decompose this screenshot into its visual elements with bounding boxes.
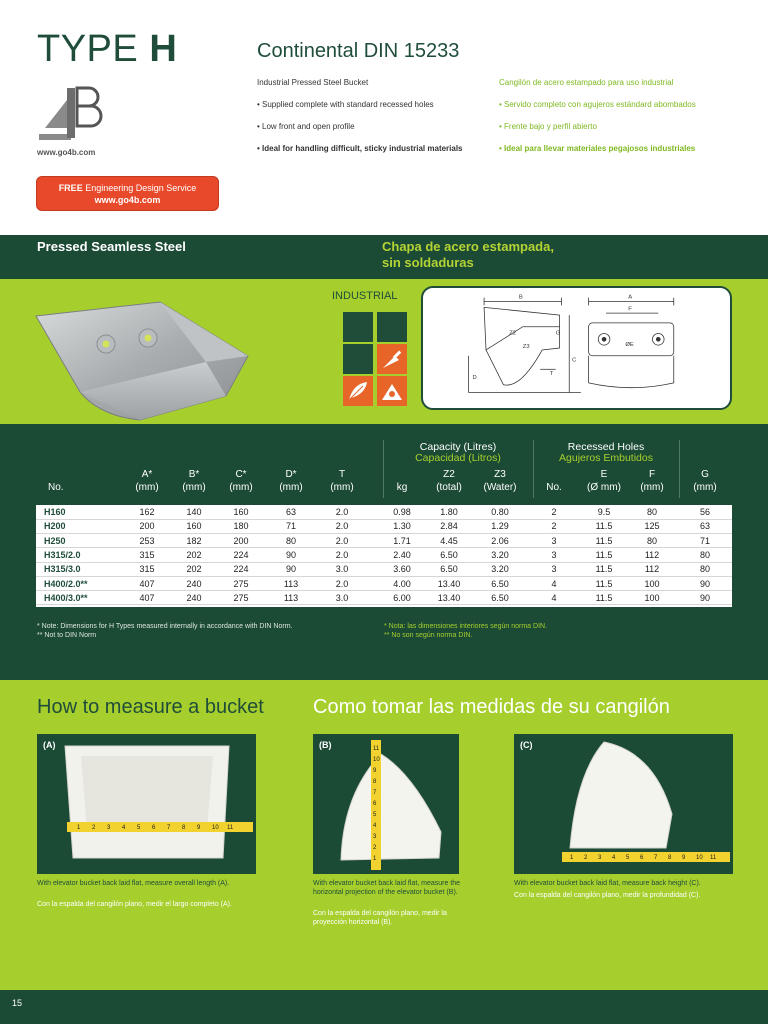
- table-cell: 6.50: [440, 549, 458, 560]
- ruler-number: 10: [212, 825, 219, 831]
- table-cell: 6.00: [393, 592, 411, 603]
- column-header: kg: [396, 482, 408, 493]
- table-cell: 2.0: [335, 578, 349, 589]
- column-header: (mm): [693, 482, 717, 493]
- table-cell: 202: [186, 549, 202, 560]
- table-cell: 113: [283, 592, 299, 603]
- holes-header: Recessed Holes: [567, 441, 645, 453]
- product-title: Continental DIN 15233: [257, 40, 460, 62]
- table-cell: 240: [186, 592, 202, 603]
- column-header-top: G: [701, 469, 709, 480]
- measure-title-es: Como tomar las medidas de su cangilón: [313, 696, 670, 718]
- table-cell: 2.0: [335, 507, 349, 517]
- table-cell: 2: [551, 521, 557, 532]
- column-header-top: E: [600, 469, 608, 480]
- table-cell: 160: [186, 521, 202, 532]
- table-cell: 200: [139, 521, 155, 532]
- table-cell: 240: [186, 578, 202, 589]
- table-cell: 90: [699, 578, 710, 589]
- ruler-number: 2: [373, 845, 377, 851]
- table-cell: 2.84: [440, 521, 458, 532]
- table-cell: 56: [699, 507, 710, 517]
- table-cell: 11.5: [595, 535, 613, 546]
- table-row: [36, 521, 732, 534]
- svg-text:F: F: [628, 306, 632, 313]
- caption-c: With elevator bucket back laid flat, measure back height (C).: [514, 880, 701, 887]
- table-cell: 2.06: [491, 535, 509, 546]
- tile-empty: [343, 312, 373, 342]
- column-header: (mm): [330, 482, 354, 493]
- ruler-number: 4: [373, 823, 377, 829]
- table-cell: 200: [233, 535, 249, 546]
- column-header-top: Z3: [494, 469, 506, 480]
- svg-text:Z2: Z2: [509, 330, 517, 337]
- svg-text:Z3: Z3: [522, 344, 530, 350]
- dimension-diagram: [421, 286, 732, 410]
- table-cell: 100: [644, 578, 660, 589]
- model-name: H315/2.0: [44, 549, 81, 560]
- tile-empty: [343, 344, 373, 374]
- page-number: 15: [12, 998, 23, 1008]
- table-cell: 275: [233, 592, 249, 603]
- tile-empty: [377, 312, 407, 342]
- column-header-top: Z2: [443, 469, 455, 480]
- ruler-number: 1: [373, 856, 377, 862]
- table-cell: 11.5: [595, 564, 613, 575]
- ruler-number: 11: [373, 746, 380, 752]
- panel-label: (C): [520, 740, 533, 750]
- ruler-number: 9: [373, 768, 377, 774]
- model-name: H400/3.0**: [44, 592, 88, 603]
- table-cell: 90: [285, 549, 296, 560]
- table-cell: 315: [139, 564, 155, 575]
- measure-photo-b: [313, 734, 459, 874]
- table-cell: 9.5: [597, 507, 611, 517]
- table-cell: 1.30: [393, 521, 411, 532]
- application-icons: [343, 312, 409, 406]
- table-row: [36, 536, 732, 549]
- table-cell: 80: [646, 535, 657, 546]
- ruler-number: 9: [197, 825, 201, 831]
- ruler-number: 9: [682, 855, 686, 861]
- table-cell: 2.40: [393, 549, 411, 560]
- table-cell: 3.0: [335, 592, 349, 603]
- svg-text:ØE: ØE: [625, 342, 634, 349]
- table-cell: 407: [139, 578, 155, 589]
- table-cell: 3.20: [491, 549, 509, 560]
- application-label: INDUSTRIAL: [332, 290, 398, 302]
- model-name: H160: [44, 507, 66, 517]
- table-cell: 4.45: [440, 535, 458, 546]
- svg-text:B: B: [518, 294, 523, 301]
- column-divider: [533, 440, 534, 498]
- ruler-number: 7: [654, 855, 658, 861]
- caption-a: With elevator bucket back laid flat, measure overall length (A).: [37, 880, 230, 887]
- table-row: [36, 564, 732, 577]
- column-header: (Water): [483, 482, 517, 493]
- ruler-number: 5: [626, 855, 630, 861]
- svg-text:C: C: [572, 357, 577, 364]
- ruler-number: 6: [640, 855, 644, 861]
- column-header: No.: [546, 482, 562, 493]
- features-english: Industrial Pressed Steel Bucket • Supplied complete with standard recessed holes • Low front and open profile • Ideal for handling difficult, sticky industrial materials: [257, 78, 463, 153]
- svg-text:A: A: [628, 294, 633, 301]
- table-cell: 6.50: [491, 578, 509, 589]
- column-header-top: T: [338, 469, 346, 480]
- free-engineering-button[interactable]: FREE Engineering Design Service www.go4b.com: [36, 176, 219, 211]
- model-name: H250: [44, 535, 66, 546]
- capacity-header: Capacity (Litres): [419, 441, 497, 453]
- table-cell: 90: [285, 564, 296, 575]
- table-row: [36, 593, 732, 606]
- table-cell: 315: [139, 549, 155, 560]
- table-cell: 3: [551, 564, 557, 575]
- table-cell: 2.0: [335, 549, 349, 560]
- table-cell: 71: [699, 535, 710, 546]
- spec-table: [36, 505, 732, 607]
- table-cell: 11.5: [595, 549, 613, 560]
- ruler-number: 3: [373, 834, 377, 840]
- material-spanish: Chapa de acero estampada, sin soldaduras: [382, 239, 554, 270]
- caption-b-es: Con la espalda del cangilón plano, medir la proyección horizontal (B).: [313, 910, 447, 926]
- table-cell: 100: [644, 592, 660, 603]
- ruler-number: 1: [77, 825, 81, 831]
- table-cell: 3.0: [335, 564, 349, 575]
- holes-header-es: Agujeros Embutidos: [559, 452, 653, 464]
- pile-icon: [377, 376, 407, 406]
- notes-spanish: * Nota: las dimensiones interiores según norma DIN. ** No son según norma DIN.: [384, 623, 548, 639]
- caption-b: With elevator bucket back laid flat, measure the horizontal projection of the elevator bucket (B).: [313, 880, 461, 896]
- caption-c-es: Con la espalda del cangilón plano, medir la profundidad (C).: [514, 892, 701, 899]
- table-cell: 407: [139, 592, 155, 603]
- table-cell: 6.50: [440, 564, 458, 575]
- panel-label: (A): [43, 740, 56, 750]
- go4b-logo: [37, 80, 107, 142]
- svg-text:T: T: [549, 371, 554, 378]
- svg-text:D: D: [472, 374, 477, 381]
- column-header: (mm): [135, 482, 159, 493]
- table-cell: 80: [699, 564, 710, 575]
- ruler-number: 6: [373, 801, 377, 807]
- table-cell: 1.80: [440, 507, 458, 517]
- ruler-number: 6: [152, 825, 156, 831]
- column-header-top: A*: [141, 469, 153, 480]
- ruler-number: 11: [227, 825, 234, 831]
- features-spanish: Cangilón de acero estampado para uso industrial • Servido completo con agujeros estándard abombados • Frente bajo y perfil abierto • Ideal para llevar materiales pegajosos industriales: [499, 78, 696, 153]
- notes-english: * Note: Dimensions for H Types measured internally in accordance with DIN Norm. ** Not to DIN Norm: [37, 623, 293, 639]
- table-cell: 80: [646, 507, 657, 517]
- ruler-number: 5: [373, 812, 377, 818]
- model-name: H200: [44, 521, 66, 532]
- panel-label: (B): [319, 740, 332, 750]
- bucket-image: [30, 296, 252, 424]
- column-header: (mm): [640, 482, 664, 493]
- table-cell: 2: [551, 507, 557, 517]
- capacity-header-es: Capacidad (Litros): [415, 452, 501, 464]
- table-cell: 80: [285, 535, 296, 546]
- ruler-number: 8: [668, 855, 672, 861]
- measure-photo-c: [514, 734, 733, 874]
- ruler-number: 5: [137, 825, 141, 831]
- ruler-number: 11: [710, 855, 717, 861]
- table-cell: 3.20: [491, 564, 509, 575]
- table-cell: 13.40: [437, 578, 461, 589]
- table-cell: 253: [139, 535, 155, 546]
- column-header: (Ø mm): [587, 482, 621, 493]
- ruler-number: 7: [167, 825, 171, 831]
- table-cell: 275: [233, 578, 249, 589]
- table-cell: 4.00: [393, 578, 411, 589]
- table-cell: 71: [285, 521, 296, 532]
- table-cell: 80: [699, 549, 710, 560]
- table-cell: 3.60: [393, 564, 411, 575]
- table-cell: 224: [233, 549, 249, 560]
- column-header-top: C*: [235, 469, 247, 480]
- ruler-number: 1: [570, 855, 574, 861]
- measure-title: How to measure a bucket: [37, 696, 264, 718]
- ruler-number: 10: [696, 855, 703, 861]
- ruler-number: 4: [612, 855, 616, 861]
- table-cell: 63: [699, 521, 710, 532]
- ruler-number: 3: [598, 855, 602, 861]
- table-cell: 11.5: [595, 521, 613, 532]
- table-cell: 1.29: [491, 521, 509, 532]
- table-cell: 4: [551, 592, 557, 603]
- table-cell: 182: [186, 535, 202, 546]
- table-cell: 112: [644, 564, 660, 575]
- website-link[interactable]: www.go4b.com: [37, 148, 96, 157]
- table-cell: 13.40: [437, 592, 461, 603]
- table-cell: 1.71: [393, 535, 411, 546]
- table-cell: 112: [644, 549, 660, 560]
- table-cell: 0.80: [491, 507, 509, 517]
- caption-a-es: Con la espalda del cangilón plano, medir el largo completo (A).: [37, 901, 232, 908]
- material-english: Pressed Seamless Steel: [37, 239, 186, 254]
- table-cell: 3: [551, 549, 557, 560]
- ruler-number: 2: [92, 825, 96, 831]
- column-header-top: B*: [188, 469, 200, 480]
- feather-icon: [343, 376, 373, 406]
- model-name: H400/2.0**: [44, 578, 88, 589]
- table-cell: 0.98: [393, 507, 411, 517]
- ruler-number: 3: [107, 825, 111, 831]
- table-cell: 3: [551, 535, 557, 546]
- column-header: No.: [48, 482, 64, 493]
- table-cell: 63: [285, 507, 296, 517]
- ruler-number: 7: [373, 790, 377, 796]
- table-cell: 6.50: [491, 592, 509, 603]
- column-header: (total): [436, 482, 462, 493]
- table-cell: 2.0: [335, 535, 349, 546]
- ruler-number: 8: [182, 825, 186, 831]
- ruler-number: 10: [373, 757, 380, 763]
- table-cell: 113: [283, 578, 299, 589]
- table-cell: 11.5: [595, 592, 613, 603]
- column-divider: [679, 440, 680, 498]
- table-cell: 2.0: [335, 521, 349, 532]
- footer-band: [0, 990, 768, 1024]
- measure-photo-a: [37, 734, 256, 874]
- table-cell: 160: [233, 507, 249, 517]
- table-cell: 180: [233, 521, 249, 532]
- table-cell: 224: [233, 564, 249, 575]
- model-name: H315/3.0: [44, 564, 81, 575]
- table-cell: 202: [186, 564, 202, 575]
- ruler-number: 8: [373, 779, 377, 785]
- column-header-top: D*: [285, 469, 297, 480]
- ruler-number: 4: [122, 825, 126, 831]
- ruler-number: 2: [584, 855, 588, 861]
- page-title: TYPE H: [37, 28, 178, 70]
- column-header-top: F: [648, 469, 656, 480]
- table-cell: 4: [551, 578, 557, 589]
- table-cell: 125: [644, 521, 660, 532]
- table-row: [36, 579, 732, 592]
- svg-text:G: G: [555, 330, 561, 337]
- trowel-icon: [377, 344, 407, 374]
- table-cell: 90: [699, 592, 710, 603]
- column-header: (mm): [182, 482, 206, 493]
- table-row: [36, 507, 732, 520]
- table-cell: 162: [139, 507, 155, 517]
- column-header: (mm): [229, 482, 253, 493]
- table-cell: 140: [186, 507, 202, 517]
- table-row: [36, 550, 732, 563]
- column-header: (mm): [279, 482, 303, 493]
- table-cell: 11.5: [595, 578, 613, 589]
